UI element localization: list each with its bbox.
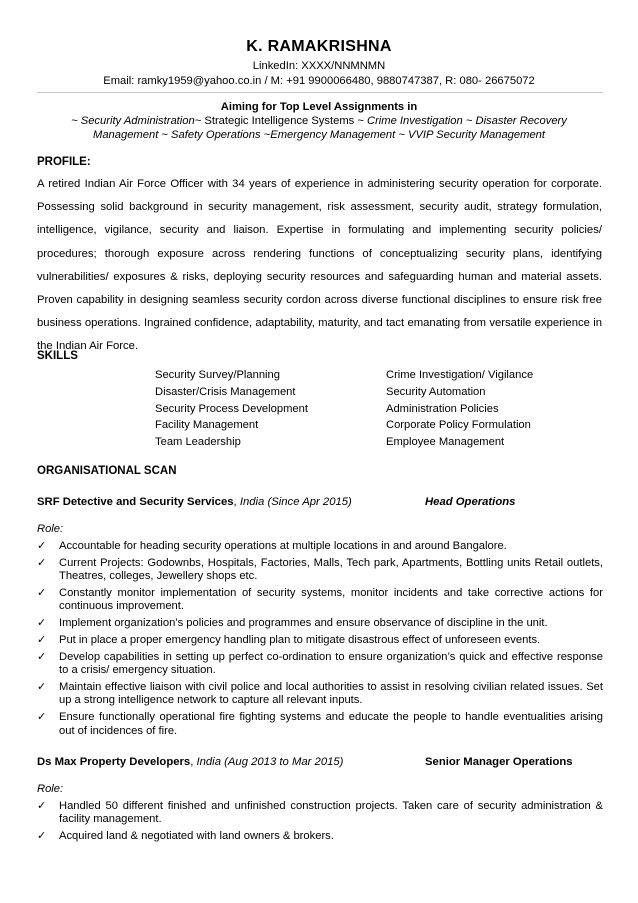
skill-item: Administration Policies bbox=[386, 402, 499, 415]
objective-part-3: ~ Crime Investigation ~ Disaster Recovery bbox=[354, 115, 567, 127]
check-mark-icon: ✓ bbox=[37, 830, 47, 843]
list-item: ✓ Develop capabilities in setting up perfect co-ordination to ensure organization’s quick and effective response to a crisis/ emergency situation. bbox=[37, 650, 603, 677]
check-mark-icon: ✓ bbox=[37, 587, 47, 599]
skills-heading: SKILLS bbox=[37, 350, 78, 362]
job-location-period: India (Since Apr 2015) bbox=[236, 496, 352, 508]
objective-title: Aiming for Top Level Assignments in bbox=[220, 101, 418, 113]
job-heading bbox=[37, 756, 603, 768]
skill-item: Disaster/Crisis Management bbox=[155, 385, 296, 398]
skill-item: Security Automation bbox=[386, 385, 486, 398]
profile-heading: PROFILE: bbox=[37, 156, 91, 168]
check-mark-icon: ✓ bbox=[37, 634, 47, 646]
linkedin-line: LinkedIn: XXXX/NNMNMN bbox=[252, 60, 386, 72]
skill-item: Security Survey/Planning bbox=[155, 369, 280, 381]
objective-part-2: Strategic Intelligence Systems bbox=[204, 115, 355, 127]
check-mark-icon: ✓ bbox=[37, 540, 47, 552]
check-mark-icon: ✓ bbox=[37, 650, 47, 663]
separator: , bbox=[233, 496, 237, 508]
contact-line: Email: ramky1959@yahoo.co.in / M: +91 9900066480, 9880747387, R: 080- 26675072 bbox=[103, 75, 535, 87]
job-responsibilities bbox=[37, 800, 603, 847]
job-role: Senior Manager Operations bbox=[425, 756, 573, 768]
skill-item: Crime Investigation/ Vigilance bbox=[386, 369, 534, 381]
role-label: Role: bbox=[37, 523, 64, 535]
job-role: Head Operations bbox=[425, 496, 516, 508]
objective-line-1 bbox=[0, 115, 638, 127]
skills-left-column bbox=[155, 367, 308, 451]
job-responsibilities bbox=[37, 540, 603, 741]
skill-item: Team Leadership bbox=[155, 436, 241, 449]
org-scan-heading: ORGANISATIONAL SCAN bbox=[37, 465, 177, 477]
check-mark-icon: ✓ bbox=[37, 800, 47, 812]
list-item: ✓ Implement organization’s policies and programmes and ensure observance of discipline in the unit. bbox=[37, 617, 548, 630]
separator: , bbox=[190, 756, 194, 768]
job-location-period: India (Aug 2013 to Mar 2015) bbox=[193, 756, 344, 768]
company-name: SRF Detective and Security Services bbox=[37, 496, 234, 508]
check-mark-icon: ✓ bbox=[37, 711, 47, 724]
skill-item: Corporate Policy Formulation bbox=[386, 419, 531, 432]
list-item: ✓ Handled 50 different finished and unfinished construction projects. Taken care of security administration & facility management. bbox=[37, 800, 603, 826]
list-item: ✓ Ensure functionally operational fire fighting systems and educate the people to handle eventualities arising out of incidences of fire. bbox=[37, 711, 603, 737]
list-item: ✓ Put in place a proper emergency handling plan to mitigate disastrous effect of unforeseen events. bbox=[37, 634, 541, 646]
role-label: Role: bbox=[37, 783, 64, 795]
objective-part-1: ~ Security Administration~ bbox=[71, 115, 205, 127]
skills-right-column bbox=[386, 367, 533, 451]
list-item: ✓ Maintain effective liaison with civil police and local authorities to assist in resolving civilian related issues. Set up a strong intelligence network to capture all relevant inputs. bbox=[37, 681, 603, 707]
list-item: ✓ Accountable for heading security operations at multiple locations in and around Bangalore. bbox=[37, 540, 507, 552]
list-item: ✓ Current Projects: Godownbs, Hospitals, Factories, Malls, Tech park, Apartments, Bottling units Retail outlets, Theatres, colleges, Jewellery shops etc. bbox=[37, 556, 603, 583]
skill-item: Security Process Development bbox=[155, 402, 308, 415]
list-item: ✓ Constantly monitor implementation of security systems, monitor incidents and take corrective actions for continuous improvement. bbox=[37, 587, 603, 613]
profile-text: A retired Indian Air Force Officer with 34 years of experience in administering security operation for corporate. Possessing solid background in security management, risk assessment, security audit, strategy formulation, intelligence, vigilance, security and liaison. Expertise in formulating and implementing security policies/ procedures; thorough exposure across rendering functions of conceptualizing security plans, identifying vulnerabilities/ exposures & risks, deploying security resources and safeguarding human and material assets. Proven capability in designing seamless security cordon across diverse functional disciplines to ensure risk free business operations. Ingrained confidence, adaptability, maturity, and tact emanating from versatile experience in the Indian Air Force. bbox=[37, 178, 602, 353]
candidate-name: K. RAMAKRISHNA bbox=[246, 38, 392, 55]
skill-item: Employee Management bbox=[386, 436, 505, 449]
objective-line-2: Management ~ Safety Operations ~Emergency Management ~ VVIP Security Management bbox=[93, 129, 545, 141]
check-mark-icon: ✓ bbox=[37, 617, 47, 630]
job-heading bbox=[37, 496, 603, 508]
check-mark-icon: ✓ bbox=[37, 556, 47, 569]
list-item: ✓ Acquired land & negotiated with land owners & brokers. bbox=[37, 830, 334, 843]
check-mark-icon: ✓ bbox=[37, 681, 47, 693]
skill-item: Facility Management bbox=[155, 419, 259, 432]
header-divider bbox=[37, 92, 603, 93]
company-name: Ds Max Property Developers bbox=[37, 756, 191, 768]
